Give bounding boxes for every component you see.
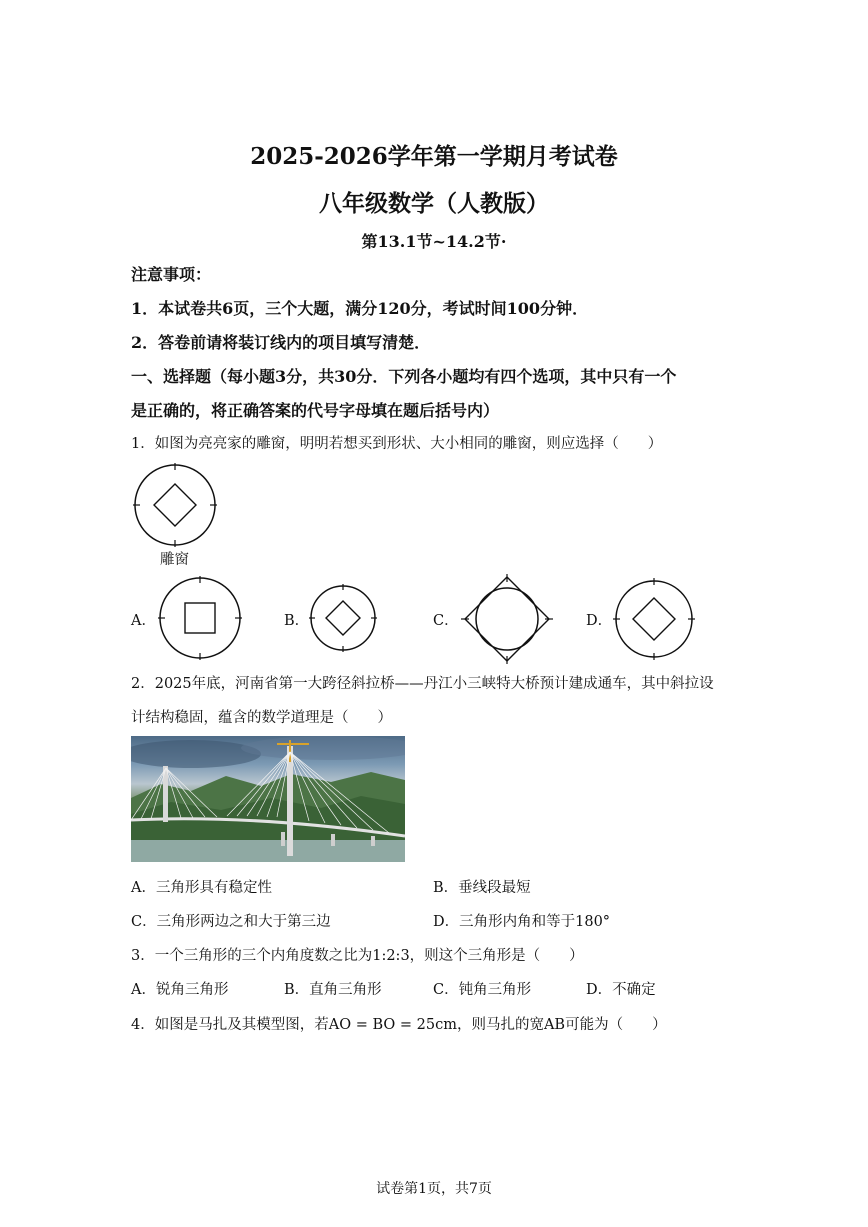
q3-option-c: C．钝角三角形: [433, 982, 532, 998]
q2-option-a: A．三角形具有稳定性: [131, 880, 272, 896]
q2-option-d: D．三角形内角和等于180°: [433, 914, 611, 930]
question-2-line2: 计结构稳固，蕴含的数学道理是（ ）: [131, 710, 392, 726]
figure-caption: 雕窗: [160, 552, 189, 568]
option-c-label: C．: [433, 613, 459, 629]
page-footer: 试卷第1页，共7页: [376, 1181, 492, 1197]
question-3-text: 3．一个三角形的三个内角度数之比为1:2:3，则这个三角形是（ ）: [131, 948, 584, 964]
exam-scope: 第13.1节~14.2节·: [361, 232, 507, 251]
notes-heading: 注意事项：: [131, 265, 212, 284]
option-a-figure: [158, 576, 242, 660]
exam-title: 2025-2026学年第一学期月考试卷: [250, 143, 618, 170]
q2-option-c: C．三角形两边之和大于第三边: [131, 914, 331, 930]
option-c-figure: [461, 574, 553, 664]
option-d-label: D．: [586, 613, 613, 629]
exam-subject: 八年级数学（人教版）: [319, 190, 549, 217]
q3-option-b: B．直角三角形: [284, 982, 382, 998]
note-item-1: 1．本试卷共6页，三个大题，满分120分，考试时间100分钟．: [131, 299, 589, 318]
q3-option-a: A．锐角三角形: [131, 982, 229, 998]
bridge-photo: [131, 736, 405, 862]
option-b-figure: [308, 584, 378, 652]
option-a-label: A．: [131, 613, 156, 629]
section1-line1: 一、选择题（每小题3分，共30分．下列各小题均有四个选项，其中只有一个: [131, 367, 677, 386]
question-2-line1: 2．2025年底，河南省第一大跨径斜拉桥——丹江小三峡特大桥预计建成通车，其中斜拉设: [131, 676, 714, 692]
section1-line2: 是正确的，将正确答案的代号字母填在题后括号内）: [131, 401, 500, 420]
option-b-label: B．: [284, 613, 310, 629]
q2-option-b: B．垂线段最短: [433, 880, 531, 896]
question-4-text: 4．如图是马扎及其模型图，若AO = BO = 25cm，则马扎的宽AB可能为（ ）: [131, 1017, 667, 1033]
question-1-text: 1．如图为亮亮家的雕窗，明明若想买到形状、大小相同的雕窗，则应选择（ ）: [131, 436, 663, 452]
carved-window-figure: [130, 463, 222, 549]
q3-option-d: D．不确定: [586, 982, 656, 998]
note-item-2: 2．答卷前请将装订线内的项目填写清楚．: [131, 333, 431, 352]
option-d-figure: [612, 578, 696, 660]
